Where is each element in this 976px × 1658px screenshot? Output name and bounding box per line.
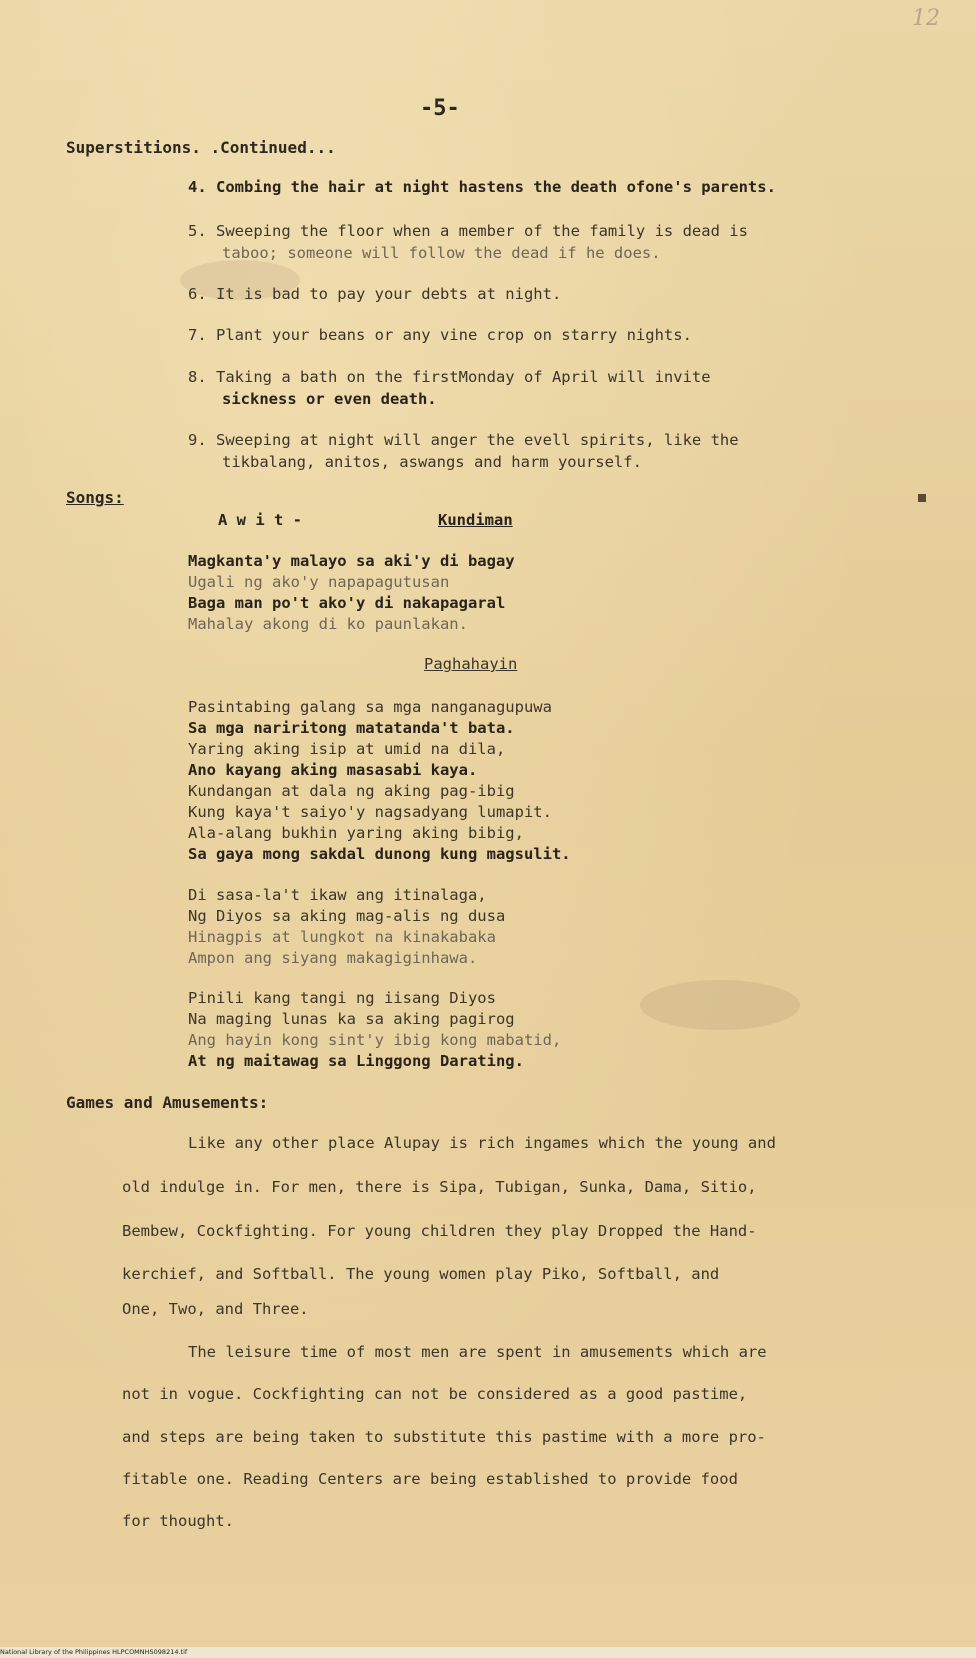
- paragraph-line: Bembew, Cockfighting. For young children they play Dropped the Hand-: [122, 1222, 757, 1240]
- list-item: 4. Combing the hair at night hastens the death ofone's parents.: [188, 178, 776, 196]
- verse-line: Ang hayin kong sint'y ibig kong mabatid,: [188, 1031, 562, 1049]
- verse-line: Sa gaya mong sakdal dunong kung magsulit.: [188, 845, 571, 863]
- song-title-kundiman: Kundiman: [438, 511, 513, 529]
- verse-line: Pinili kang tangi ng iisang Diyos: [188, 989, 496, 1007]
- songs-heading: Songs:: [66, 488, 124, 507]
- verse-line: Ano kayang aking masasabi kaya.: [188, 761, 478, 779]
- page-number: -5-: [420, 96, 460, 121]
- superstitions-heading: Superstitions. .Continued...: [66, 138, 336, 157]
- paragraph-line: fitable one. Reading Centers are being established to provide food: [122, 1470, 738, 1488]
- list-item: 9. Sweeping at night will anger the evell spirits, like the: [188, 431, 739, 449]
- list-item: 7. Plant your beans or any vine crop on starry nights.: [188, 326, 692, 344]
- edge-mark: [918, 494, 926, 502]
- paragraph-line: old indulge in. For men, there is Sipa, Tubigan, Sunka, Dama, Sitio,: [122, 1178, 757, 1196]
- paragraph-line: for thought.: [122, 1512, 234, 1530]
- archive-footer: National Library of the Philippines HLPCOMNHS098214.tif: [0, 1647, 976, 1658]
- list-item: 6. It is bad to pay your debts at night.: [188, 285, 562, 303]
- verse-line: Ng Diyos sa aking mag-alis ng dusa: [188, 907, 506, 925]
- paper-stain: [640, 980, 800, 1030]
- verse-line: Di sasa-la't ikaw ang itinalaga,: [188, 886, 487, 904]
- verse-line: Kung kaya't saiyo'y nagsadyang lumapit.: [188, 803, 552, 821]
- corner-page-mark: 12: [912, 6, 940, 31]
- list-item-continuation: tikbalang, anitos, aswangs and harm yourself.: [222, 453, 642, 471]
- paragraph-line: and steps are being taken to substitute this pastime with a more pro-: [122, 1428, 766, 1446]
- games-heading: Games and Amusements:: [66, 1093, 269, 1112]
- verse-line: Sa mga nariritong matatanda't bata.: [188, 719, 515, 737]
- verse-line: Hinagpis at lungkot na kinakabaka: [188, 928, 496, 946]
- song-title-paghahayin: Paghahayin: [424, 655, 518, 673]
- verse-line: Na maging lunas ka sa aking pagirog: [188, 1010, 515, 1028]
- awit-label: A w i t -: [218, 511, 302, 529]
- verse-line: Magkanta'y malayo sa aki'y di bagay: [188, 552, 515, 570]
- paragraph-line: One, Two, and Three.: [122, 1300, 309, 1318]
- verse-line: Ala-alang bukhin yaring aking bibig,: [188, 824, 524, 842]
- verse-line: Baga man po't ako'y di nakapagaral: [188, 594, 506, 612]
- verse-line: At ng maitawag sa Linggong Darating.: [188, 1052, 524, 1070]
- verse-line: Mahalay akong di ko paunlakan.: [188, 615, 468, 633]
- list-item-continuation: sickness or even death.: [222, 390, 437, 408]
- verse-line: Kundangan at dala ng aking pag-ibig: [188, 782, 515, 800]
- verse-line: Ampon ang siyang makagiginhawa.: [188, 949, 478, 967]
- paragraph-line: Like any other place Alupay is rich ingames which the young and: [188, 1134, 776, 1152]
- list-item: 8. Taking a bath on the firstMonday of April will invite: [188, 368, 711, 386]
- list-item: 5. Sweeping the floor when a member of the family is dead is: [188, 222, 748, 240]
- verse-line: Yaring aking isip at umid na dila,: [188, 740, 506, 758]
- paragraph-line: not in vogue. Cockfighting can not be considered as a good pastime,: [122, 1385, 748, 1403]
- paragraph-line: kerchief, and Softball. The young women play Piko, Softball, and: [122, 1265, 720, 1283]
- list-item-continuation: taboo; someone will follow the dead if he does.: [222, 244, 661, 262]
- verse-line: Ugali ng ako'y napapagutusan: [188, 573, 450, 591]
- paragraph-line: The leisure time of most men are spent in amusements which are: [188, 1343, 767, 1361]
- verse-line: Pasintabing galang sa mga nanganagupuwa: [188, 698, 552, 716]
